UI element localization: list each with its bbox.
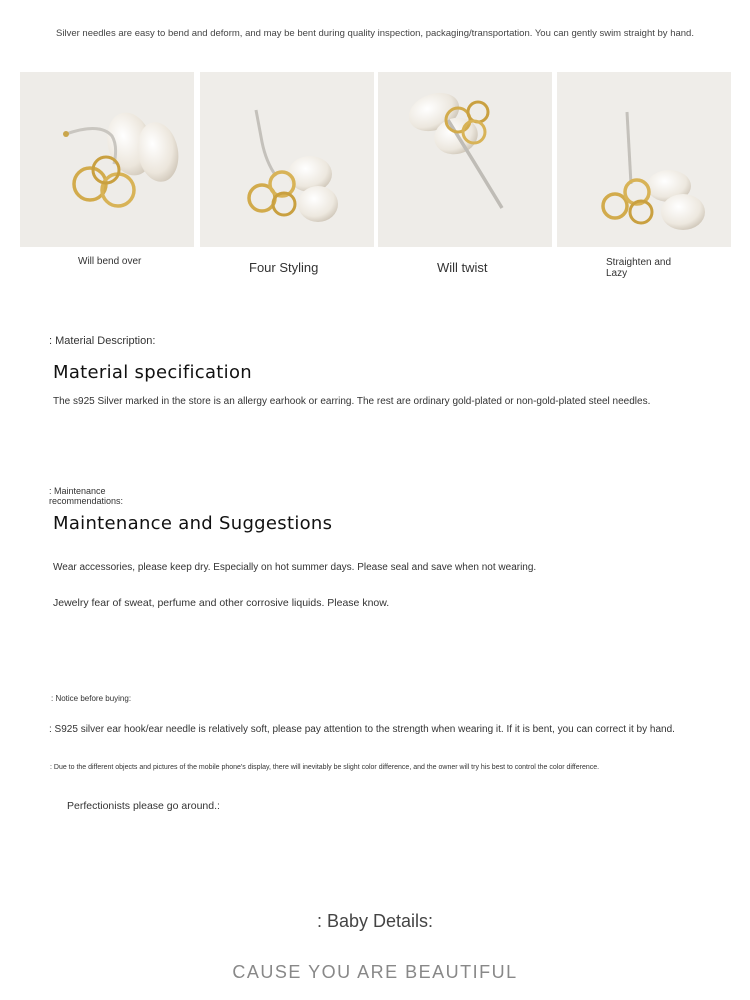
bend-warning-note: Silver needles are easy to bend and deform, and may be bent during quality inspection, packaging/transportation. You can gently swim straight by hand. bbox=[56, 28, 694, 39]
earring-twist-image bbox=[378, 72, 552, 247]
caption-will-twist: Will twist bbox=[437, 260, 488, 275]
maintenance-text-sweat: Jewelry fear of sweat, perfume and other corrosive liquids. Please know. bbox=[53, 597, 390, 609]
caption-four-styling: Four Styling bbox=[249, 260, 319, 275]
caption-bend-over: Will bend over bbox=[78, 256, 142, 267]
caption-straighten: Straighten and Lazy bbox=[606, 257, 672, 279]
material-label: : Material Description: bbox=[49, 335, 156, 347]
product-photo-styling bbox=[200, 72, 374, 247]
product-photo-straight bbox=[557, 72, 731, 247]
material-description: The s925 Silver marked in the store is an allergy earhook or earring. The rest are ordinary gold-plated or non-gold-plated steel needles. bbox=[53, 396, 651, 407]
maintenance-label: : Maintenance recommendations: bbox=[49, 486, 124, 506]
product-photo-bent bbox=[20, 72, 194, 247]
brand-slogan: CAUSE YOU ARE BEAUTIFUL bbox=[232, 962, 518, 982]
product-photo-twist bbox=[378, 72, 552, 247]
earring-straight-image bbox=[557, 72, 731, 247]
notice-label: : Notice before buying: bbox=[51, 694, 132, 703]
notice-text-soft-needle: : S925 silver ear hook/ear needle is relatively soft, please pay attention to the strength when wearing it. If it is bent, you can correct it by hand. bbox=[49, 724, 675, 735]
notice-text-perfectionists: Perfectionists please go around.: bbox=[67, 800, 220, 812]
material-heading: Material specification bbox=[53, 362, 252, 383]
notice-text-color-difference: : Due to the different objects and pictures of the mobile phone's display, there will inevitably be slight color difference, and the owner will try his best to control the color difference. bbox=[50, 764, 600, 771]
baby-details-title: : Baby Details: bbox=[316, 911, 434, 931]
maintenance-text-dry: Wear accessories, please keep dry. Especially on hot summer days. Please seal and save when not wearing. bbox=[53, 562, 537, 573]
earring-styling-image bbox=[200, 72, 374, 247]
maintenance-heading: Maintenance and Suggestions bbox=[53, 513, 333, 534]
earring-bent-image bbox=[20, 72, 194, 247]
